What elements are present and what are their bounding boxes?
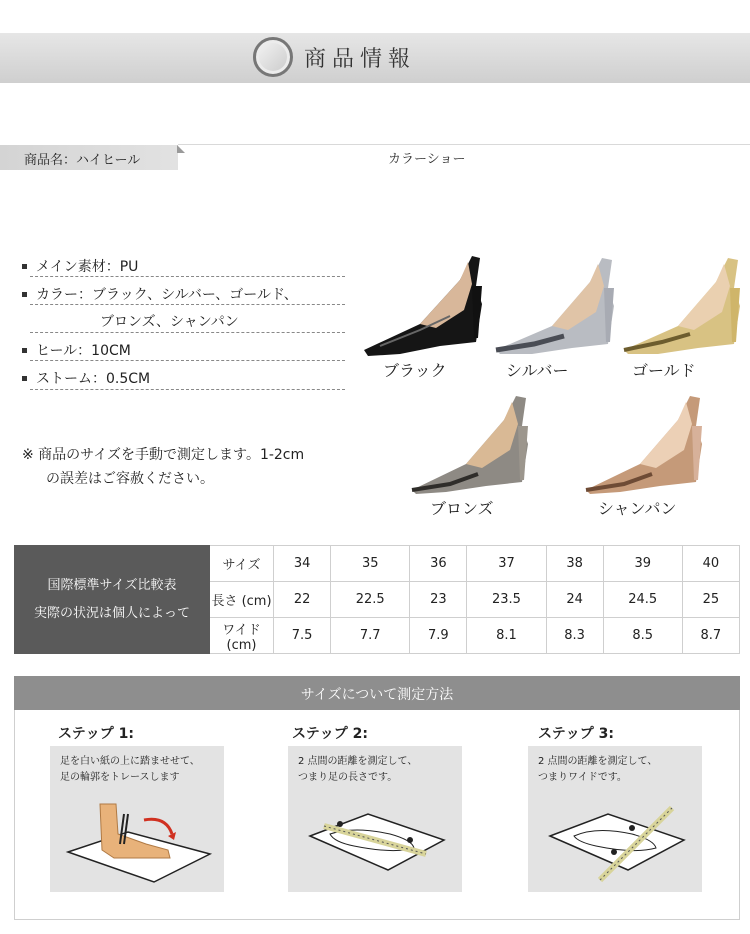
table-cell: 24 [546,582,603,618]
table-cell: 8.1 [467,618,546,654]
section-title: 商品情報 [304,47,417,72]
measurement-note: ※ 商品のサイズを手動で測定します。1-2cm の誤差はご容赦ください。 [22,447,305,487]
bullet-icon [22,292,27,297]
spec-colors: カラー：ブラック、シルバー、ゴールド、 [22,284,298,304]
step-1-title: ステップ 1: [58,726,134,742]
dashed-divider [30,276,345,277]
dashed-divider [30,360,345,361]
bullet-icon [22,376,27,381]
table-cell: 23 [410,582,467,618]
size-table [14,545,740,654]
row-header: 長さ (cm) [210,582,274,618]
step-3-desc: 2 点間の距離を測定して、 つまりワイドです。 [538,756,658,783]
product-name: 商品名：ハイヒール [24,153,141,168]
step-2-desc: 2 点間の距離を測定して、 つまり足の長さです。 [298,756,418,783]
table-cell: 34 [274,546,331,582]
table-cell: 39 [603,546,682,582]
step-2-card [288,746,462,892]
row-header: サイズ [210,546,274,582]
color-label-silver: シルバー [506,361,569,380]
step-1-card [50,746,224,892]
table-cell: 38 [546,546,603,582]
section-header [0,33,750,83]
product-name-bar [0,145,178,170]
bullet-icon [22,264,27,269]
table-cell: 8.5 [603,618,682,654]
shoe-black-image [360,246,490,358]
table-cell: 25 [682,582,739,618]
circle-ornament-icon [253,37,293,77]
table-row [15,546,740,582]
table-cell: 24.5 [603,582,682,618]
step-2-title: ステップ 2: [292,726,368,742]
foot-trace-illustration-icon [58,792,218,886]
row-header: ワイド(cm) [210,618,274,654]
dashed-divider [30,389,345,390]
shoe-champagne-image [584,392,708,496]
divider [178,144,750,145]
bullet-icon [22,348,27,353]
color-label-gold: ゴールド [632,361,696,380]
shoe-silver-image [494,252,624,357]
length-measure-illustration-icon [294,796,458,886]
table-cell: 7.9 [410,618,467,654]
spec-storm: ストーム：0.5CM [22,368,150,388]
measure-header [14,676,740,710]
table-cell: 36 [410,546,467,582]
table-cell: 22.5 [331,582,410,618]
color-label-champagne: シャンパン [598,499,677,518]
table-cell: 8.7 [682,618,739,654]
table-cell: 7.7 [331,618,410,654]
width-measure-illustration-icon [534,794,698,886]
dashed-divider [30,332,345,333]
spec-heel: ヒール：10CM [22,340,131,360]
table-cell: 8.3 [546,618,603,654]
dashed-divider [30,304,345,305]
table-cell: 40 [682,546,739,582]
color-show-label: カラーショー [388,152,466,167]
step-1-desc: 足を白い紙の上に踏ませせて、 足の輪郭をトレースします [60,756,200,783]
measure-title: サイズについて測定方法 [300,687,454,703]
color-label-bronze: ブロンズ [430,499,494,518]
color-label-black: ブラック [383,361,447,380]
table-cell: 7.5 [274,618,331,654]
spec-material: メイン素材：PU [22,256,138,276]
table-cell: 22 [274,582,331,618]
table-cell: 35 [331,546,410,582]
spec-colors-cont: ブロンズ、シャンパン [100,314,239,330]
size-table-title: 国際標準サイズ比較表 実際の状況は個人によって [15,546,210,654]
shoe-bronze-image [410,392,534,496]
table-cell: 23.5 [467,582,546,618]
step-3-card [528,746,702,892]
step-3-title: ステップ 3: [538,726,614,742]
shoe-gold-image [622,252,746,357]
table-cell: 37 [467,546,546,582]
